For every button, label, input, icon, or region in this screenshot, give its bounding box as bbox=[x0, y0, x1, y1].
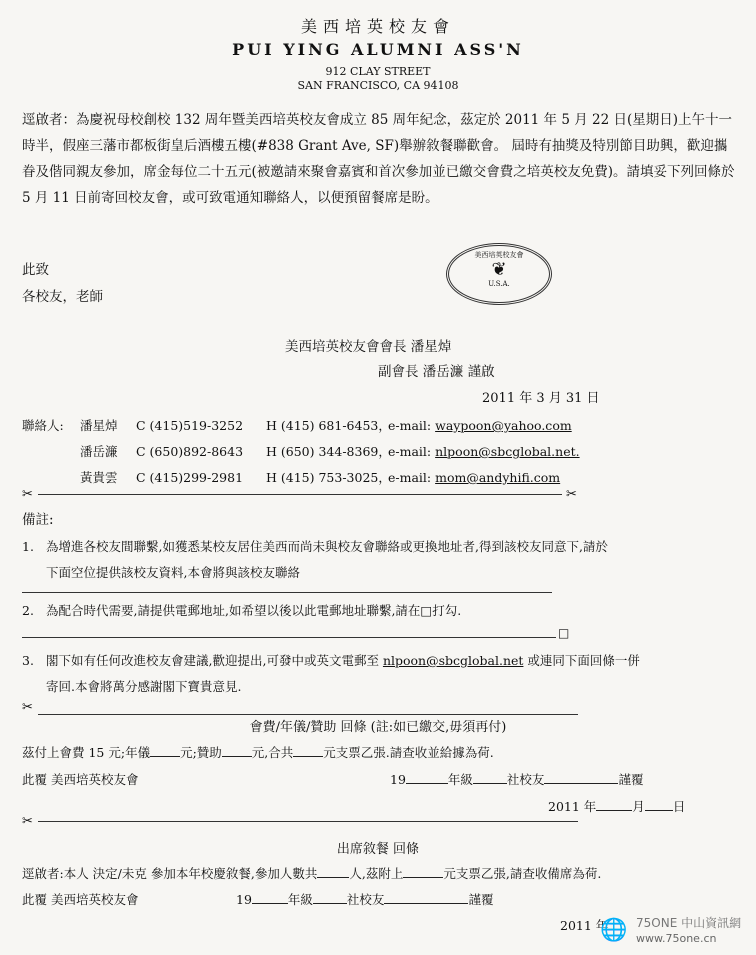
address-line-2: SAN FRANCISCO, CA 94108 bbox=[297, 79, 459, 92]
alumni-name-blank[interactable] bbox=[384, 891, 468, 904]
notes-title: 備註: bbox=[22, 512, 54, 528]
scissors-icon: ✂ bbox=[566, 487, 577, 502]
cut-line bbox=[22, 487, 582, 501]
attendance-form-title: 出席敘餐 回條 bbox=[336, 842, 420, 857]
contact-home: H (415) 753-3025， bbox=[266, 470, 391, 485]
scissors-icon: ✂ bbox=[22, 814, 33, 829]
email-consent-checkbox[interactable]: □ bbox=[558, 626, 570, 640]
seal-text: 美西培英校友會 bbox=[474, 251, 524, 259]
note-text: 閣下如有任何改進校友會建議,歡迎提出,可發中或英文電郵至 bbox=[46, 653, 379, 668]
dues-form-line-1: 茲付上會費 15 元;年儀 元;贊助 元,合共 元支票乙張.請查收並給據為荷. bbox=[22, 745, 494, 760]
contact-cell: C (415)299-2981 bbox=[136, 470, 244, 485]
contact-cell: C (415)519-3252 bbox=[136, 418, 244, 433]
site-watermark bbox=[596, 908, 756, 954]
dues-form-line-3: 2011 年 月 日 bbox=[548, 799, 686, 814]
seal-country: U.S.A. bbox=[488, 280, 510, 288]
dues-form-line-2: 此覆 美西培英校友會 19 年級 社校友 謹覆 bbox=[22, 772, 644, 787]
note-text: 為增進各校友間聯繫,如獲悉某校友居住美西而尚未與校友會聯絡或更換地址者,得到該校友同意下,請於 bbox=[46, 539, 608, 554]
note-item-1 bbox=[22, 534, 736, 586]
scissors-icon: ✂ bbox=[22, 487, 33, 502]
globe-icon: 🌐 bbox=[600, 918, 628, 943]
attendee-count-blank[interactable] bbox=[317, 865, 349, 878]
association-seal bbox=[446, 243, 552, 305]
salutation-1: 此致 bbox=[22, 262, 49, 278]
month-blank[interactable] bbox=[596, 798, 632, 811]
note-item-2 bbox=[22, 598, 736, 624]
suggestion-email-link[interactable]: nlpoon@sbcglobal.net bbox=[382, 653, 524, 668]
cut-line bbox=[22, 700, 582, 714]
note-text: 為配合時代需要,請提供電郵地址,如希望以後以此電郵地址聯繫,請在□打勾. bbox=[46, 603, 462, 618]
contact-row bbox=[22, 416, 572, 434]
contact-cell: C (650)892-8643 bbox=[136, 444, 244, 459]
header-title-en: PUI YING ALUMNI ASS'N bbox=[232, 40, 524, 59]
attendance-form-line-1: 逕啟者:本人 決定/未克 參加本年校慶敘餐,參加人數共 人,茲附上 元支票乙張,請查收備席為荷. bbox=[22, 866, 602, 881]
note-item-3 bbox=[22, 648, 736, 700]
contact-email-label: e-mail: bbox=[388, 470, 432, 485]
donation-blank[interactable] bbox=[222, 744, 252, 757]
watermark-url: www.75one.cn bbox=[636, 932, 717, 945]
alumni-name-blank[interactable] bbox=[544, 771, 618, 784]
dues-form-title: 會費/年儀/贊助 回條 (註:如已繳交,毋須再付) bbox=[249, 720, 507, 735]
letter-date: 2011 年 3 月 31 日 bbox=[482, 391, 600, 406]
payment-amount-blank[interactable] bbox=[403, 865, 443, 878]
class-name-blank[interactable] bbox=[313, 891, 347, 904]
watermark-brand: 75ONE 中山資訊網 bbox=[636, 916, 742, 930]
contacts-label: 聯絡人: bbox=[22, 418, 64, 433]
eagle-icon: ❦ bbox=[491, 259, 507, 280]
contact-home: H (415) 681-6453， bbox=[266, 418, 391, 433]
day-blank[interactable] bbox=[645, 798, 673, 811]
attendance-form-line-2: 此覆 美西培英校友會 19 年級 社校友 謹覆 bbox=[22, 892, 494, 907]
note-text: 下面空位提供該校友資料,本會將與該校友聯絡 bbox=[46, 565, 300, 580]
class-name-blank[interactable] bbox=[473, 771, 507, 784]
cut-line bbox=[22, 814, 582, 828]
contact-email-label: e-mail: bbox=[388, 418, 432, 433]
contact-email-link[interactable]: nlpoon@sbcglobal.net. bbox=[435, 444, 580, 459]
contact-name: 潘岳濂 bbox=[80, 444, 118, 459]
address-line-1: 912 CLAY STREET bbox=[325, 65, 431, 78]
signature-vice-president: 副會長 潘岳濂 謹啟 bbox=[378, 364, 495, 380]
contact-name: 黃貴雲 bbox=[80, 470, 118, 485]
contact-email-link[interactable]: waypoon@yahoo.com bbox=[435, 418, 572, 433]
attendance-form-line-3: 2011 年 bbox=[560, 918, 609, 933]
signature-president: 美西培英校友會會長 潘星焯 bbox=[285, 339, 452, 355]
annual-fee-blank[interactable] bbox=[150, 744, 180, 757]
contact-name: 潘星焯 bbox=[80, 418, 118, 433]
scissors-icon: ✂ bbox=[22, 700, 33, 715]
note-text: 寄回.本會將萬分感謝閣下寶貴意見. bbox=[46, 679, 242, 694]
contact-row bbox=[22, 468, 560, 486]
class-year-blank[interactable] bbox=[406, 771, 448, 784]
email-input-line[interactable] bbox=[22, 637, 556, 638]
note-text: 或連同下面回條一併 bbox=[527, 653, 640, 668]
header-title-cn: 美西培英校友會 bbox=[300, 17, 455, 36]
note-number: 2. bbox=[22, 603, 34, 618]
contact-row bbox=[22, 442, 580, 460]
letter-body: 逕啟者：為慶祝母校創校 132 周年暨美西培英校友會成立 85 周年紀念，茲定於 2011 年 5 月 22 日(星期日)上午十一時半，假座三藩市都板街皇后酒樓五樓(#838 Grant Ave, SF)舉辦敘餐聯歡會。 屆時有抽獎及特別節目助興，歡迎攜眷及偕同親友參加，席金每位二十五元(被邀請來聚會嘉賓和首次參加並已繳交會費之培英校友免費)。請填妥下列回條於 5 月 11 日前寄回校友會，或可致電通知聯絡人，以便預留餐席是盼。 bbox=[22, 112, 735, 206]
contact-home: H (650) 344-8369， bbox=[266, 444, 391, 459]
class-year-blank[interactable] bbox=[252, 891, 288, 904]
salutation-2: 各校友，老師 bbox=[22, 289, 103, 305]
total-blank[interactable] bbox=[293, 744, 323, 757]
note-input-line[interactable] bbox=[22, 592, 552, 593]
note-number: 1. bbox=[22, 539, 34, 554]
contact-email-link[interactable]: mom@andyhifi.com bbox=[435, 470, 561, 485]
note-number: 3. bbox=[22, 653, 34, 668]
contact-email-label: e-mail: bbox=[388, 444, 432, 459]
